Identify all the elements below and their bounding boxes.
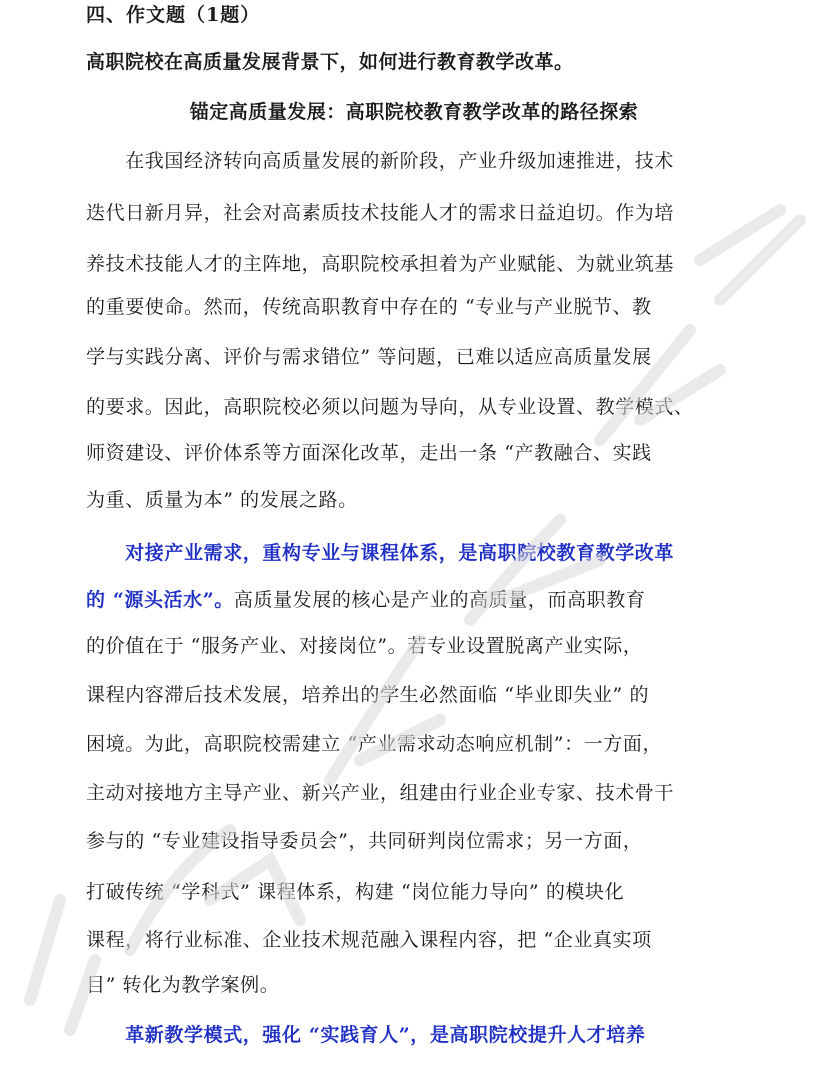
text-line: 师资建设、评价体系等方面深化改革，走出一条 “产教融合、实践 xyxy=(86,442,652,464)
text-line: 的价值在于 “服务产业、对接岗位”。若专业设置脱离产业实际， xyxy=(86,635,643,657)
text-line: 困境。为此，高职院校需建立 “产业需求动态响应机制”：一方面， xyxy=(86,733,663,755)
text-line: 参与的 “专业建设指导委员会”，共同研判岗位需求；另一方面， xyxy=(86,830,643,852)
text-line xyxy=(86,585,736,612)
text-line: 的要求。因此，高职院校必须以问题为导向，从专业设置、教学模式、 xyxy=(86,396,694,418)
highlight-text: 的 “源头活水”。 xyxy=(86,589,234,611)
text-line: 课程，将行业标准、企业技术规范融入课程内容，把 “企业真实项 xyxy=(86,929,652,951)
essay-title: 锚定高质量发展：高职院校教育教学改革的路径探索 xyxy=(189,101,639,123)
text-line: 学与实践分离、评价与需求错位” 等问题，已难以适应高质量发展 xyxy=(86,346,652,368)
text-line: 为重、质量为本” 的发展之路。 xyxy=(86,489,358,511)
body-text: 高质量发展的核心是产业的高质量，而高职教育 xyxy=(233,589,646,611)
text-line: 在我国经济转向高质量发展的新阶段，产业升级加速推进，技术 xyxy=(86,150,675,172)
text-line: 养技术技能人才的主阵地，高职院校承担着为产业赋能、为就业筑基 xyxy=(86,253,675,275)
essay-question: 高职院校在高质量发展背景下，如何进行教育教学改革。 xyxy=(86,51,574,73)
text-line: 主动对接地方主导产业、新兴产业，组建由行业企业专家、技术骨干 xyxy=(86,782,675,804)
text-line: 打破传统 “学科式” 课程体系，构建 “岗位能力导向” 的模块化 xyxy=(86,881,625,903)
text-line: 的重要使命。然而，传统高职教育中存在的 “专业与产业脱节、教 xyxy=(86,296,652,318)
text-line: 课程内容滞后技术发展，培养出的学生必然面临 “毕业即失业” 的 xyxy=(86,684,650,706)
text-line: 迭代日新月异，社会对高素质技术技能人才的需求日益迫切。作为培 xyxy=(86,202,675,224)
highlight-line: 革新教学模式，强化 “实践育人”，是高职院校提升人才培养 xyxy=(86,1024,646,1046)
section-heading: 四、作文题（1题） xyxy=(86,4,261,26)
text-line: 目” 转化为教学案例。 xyxy=(86,974,280,996)
highlight-line: 对接产业需求，重构专业与课程体系，是高职院校教育教学改革 xyxy=(86,542,675,564)
